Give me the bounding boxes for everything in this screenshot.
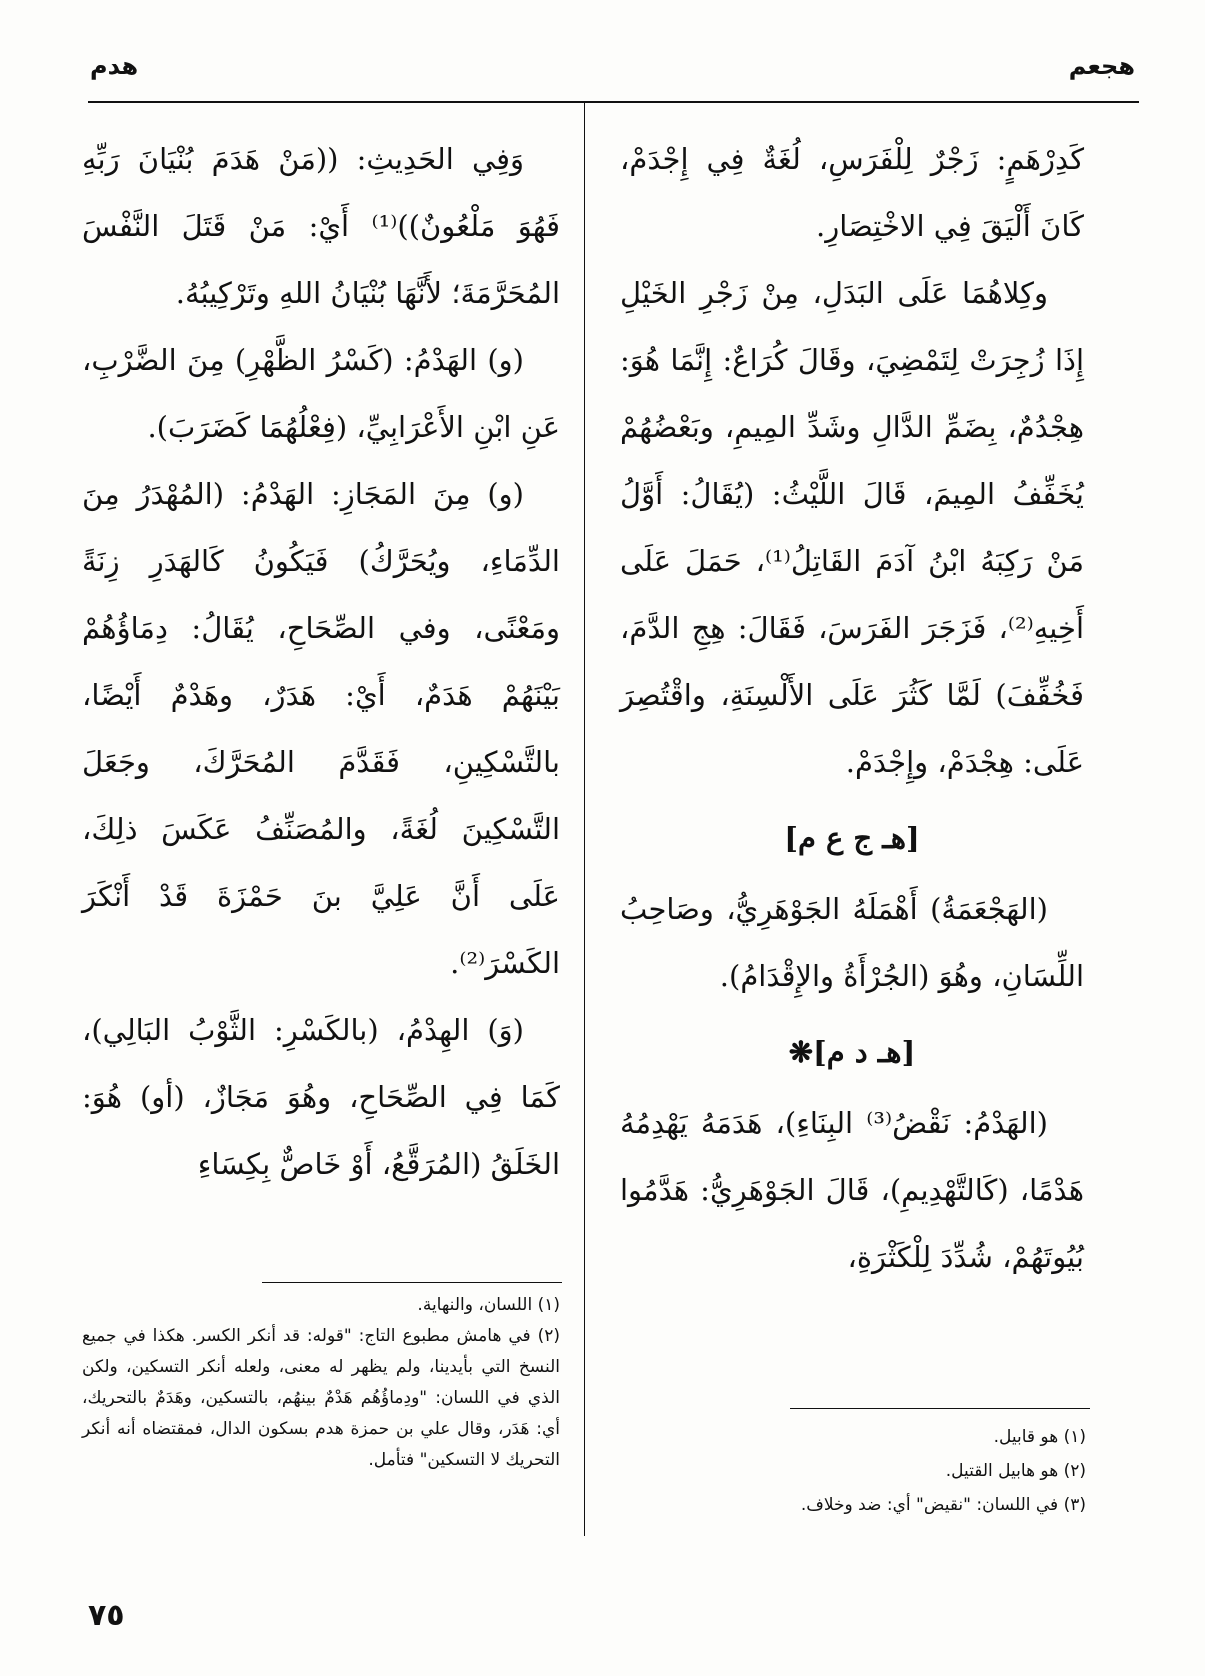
footnote-right-1: (١) هو قابيل. <box>993 1427 1086 1447</box>
footnote-rule-left <box>262 1282 562 1283</box>
footnote-right-2: (٢) هو هابيل القتيل. <box>945 1461 1086 1481</box>
right-intro-text: كَدِرْهَمٍ: زَجْرٌ لِلْفَرَسِ، لُغَةٌ فِي إِجْدَمْ، كَانَ أَلْيَقَ فِي الاخْتِصَارِ. <box>620 142 1084 243</box>
header-rule <box>88 101 1139 103</box>
left-paragraph-2: (و) الهَدْمُ: (كَسْرُ الظَّهْرِ) مِنَ الضَّرْبِ، عَنِ ابْنِ الأَعْرَابِيِّ، (فِعْلُهُمَا كَضَرَبَ). <box>82 343 560 444</box>
entry-heading-hjem: [هـ ج ع م] <box>784 821 920 855</box>
right-paragraph-1: وكِلاهُمَا عَلَى البَدَلِ، مِنْ زَجْرِ الخَيْلِ إِذَا زُجِرَتْ لِتَمْضِيَ، وقَالَ كُرَاعٌ: إِنَّمَا هُوَ: هِجْدُمٌ، بِضَمِّ الدَّالِ وشَدِّ المِيمِ، وبَعْضُهُمْ يُخَفِّفُ المِيمَ، قَالَ اللَّيْثُ: (يُقَالُ: أَوَّلُ مَنْ رَكِبَهُ ابْنُ آدَمَ القَاتِلُ⁽¹⁾، حَمَلَ عَلَى أَخِيهِ⁽²⁾، فَزَجَرَ الفَرَسَ، فَقَالَ: هِجِ الدَّمَ، فَخُفِّفَ) لَمَّا كَثُرَ عَلَى الأَلْسِنَةِ، واقْتُصِرَ عَلَى: هِجْدَمْ، وإِجْدَمْ. <box>620 276 1084 779</box>
page-number: ٧٥ <box>88 1598 125 1633</box>
right-paragraph-3: (الهَدْمُ: نَقْضُ⁽³⁾ البِنَاءِ)، هَدَمَهُ يَهْدِمُهُ هَدْمًا، (كَالتَّهْدِيمِ)، قَالَ الجَوْهَرِيُّ: هَدَّمُوا بُيُوتَهُمْ، شُدِّدَ لِلْكَثْرَةِ، <box>620 1106 1084 1274</box>
footnotes-right <box>640 1420 1086 1522</box>
footnote-left-1: (١) اللسان، والنهاية. <box>417 1295 560 1315</box>
right-paragraph-2: (الهَجْعَمَةُ) أَهْمَلَهُ الجَوْهَرِيُّ، وصَاحِبُ اللِّسَانِ، وهُوَ (الجُرْأَةُ والإِقْدَامُ). <box>620 892 1084 993</box>
right-column <box>620 126 1084 1291</box>
column-divider <box>584 101 585 1536</box>
footnote-rule-right <box>790 1408 1090 1409</box>
footnotes-left <box>82 1290 560 1476</box>
footnote-right-3: (٣) في اللسان: "نقيض" أي: ضد وخلاف. <box>800 1495 1086 1515</box>
entry-heading-hdm: [هـ د م]❋ <box>788 1035 916 1069</box>
left-paragraph-4: (وَ) الهِدْمُ، (بالكَسْرِ: الثَّوْبُ البَالِي)، كَمَا فِي الصِّحَاحِ، وهُوَ مَجَازٌ، (أو) هُوَ: الخَلَقُ (المُرَقَّعُ، أَوْ خَاصٌّ بِكِسَاءِ <box>82 1013 560 1181</box>
left-column <box>82 126 560 1198</box>
left-paragraph-3: (و) مِنَ المَجَازِ: الهَدْمُ: (المُهْدَرُ مِنَ الدِّمَاءِ، ويُحَرَّكُ) فَيَكُونُ كَالهَدَرِ زِنَةً ومَعْنًى، وفي الصِّحَاحِ، يُقَالُ: دِمَاؤُهُمْ بَيْنَهُمْ هَدَمٌ، أَيْ: هَدَرٌ، وهَدْمٌ أَيْضًا، بالتَّسْكِينِ، فَقَدَّمَ المُحَرَّكَ، وجَعَلَ التَّسْكِينَ لُغَةً، والمُصَنِّفُ عَكَسَ ذلِكَ، عَلَى أَنَّ عَلِيَّ بنَ حَمْزَةَ قَدْ أَنْكَرَ الكَسْرَ⁽²⁾. <box>82 477 560 980</box>
footnote-left-2: (٢) في هامش مطبوع التاج: "قوله: قد أنكر الكسر. هكذا في جميع النسخ التي بأيدينا، ولم يظهر له معنى، ولعله أنكر التسكين، ولكن الذي في اللسان: "ودِماؤُهُم هَدْمٌ بينهُم، بالتسكين، وهَدَمٌ بالتحريك، أي: هَدَر، وقال علي بن حمزة هدم بسكون الدال، فمقتضاه أنه أنكر التحريك لا التسكين" فتأمل. <box>82 1326 560 1470</box>
running-header-right: هجعم <box>1068 52 1135 80</box>
running-header-left: هدم <box>90 52 139 80</box>
left-paragraph-1: وَفِي الحَدِيثِ: ((مَنْ هَدَمَ بُنْيَانَ رَبِّهِ فَهُوَ مَلْعُونٌ))⁽¹⁾ أَيْ: مَنْ قَتَلَ النَّفْسَ المُحَرَّمَةَ؛ لأَنَّهَا بُنْيَانُ اللهِ وتَرْكِيبُهُ. <box>82 142 560 310</box>
